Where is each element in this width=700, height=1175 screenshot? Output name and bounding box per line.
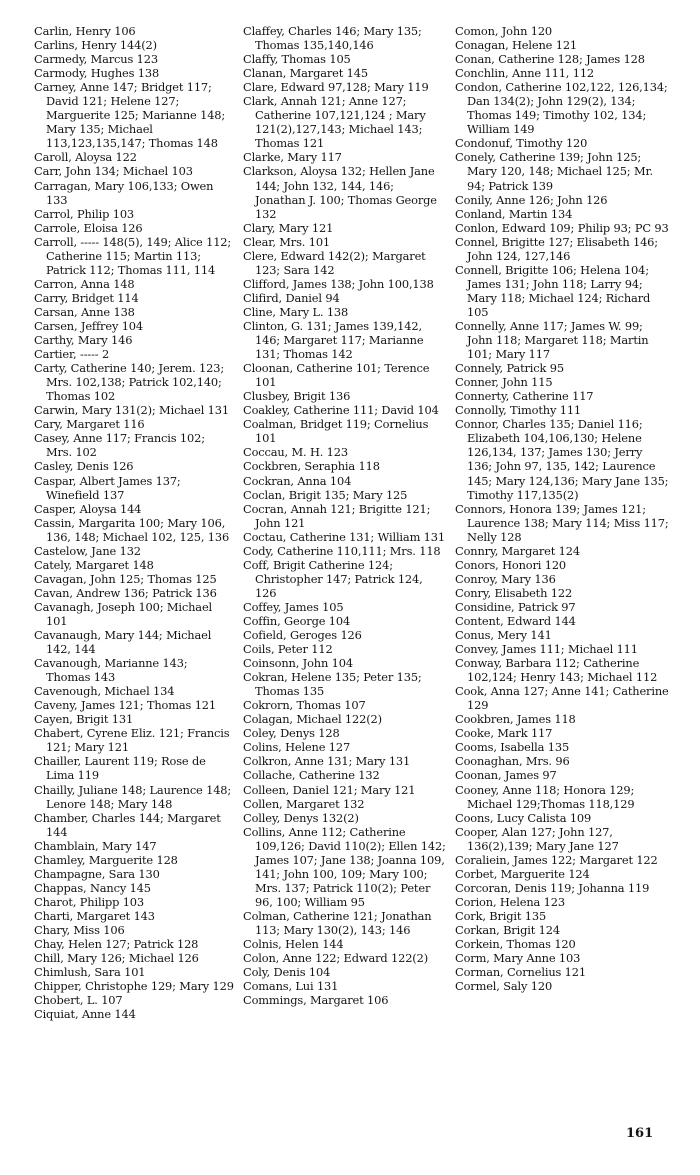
- index-entry: Carry, Bridget 114: [34, 290, 139, 305]
- index-entry: Coils, Peter 112: [243, 642, 333, 657]
- index-entry: Cloonan, Catherine 101; Terence 101: [243, 361, 430, 390]
- index-entry: Coalman, Bridget 119; Cornelius 101: [243, 417, 429, 446]
- index-entry: Carrole, Eloisa 126: [34, 220, 143, 235]
- index-entry: Cormel, Saly 120: [455, 979, 553, 994]
- index-entry: Clarke, Mary 117: [243, 150, 342, 165]
- index-entry: Chobert, L. 107: [34, 993, 123, 1008]
- index-entry: Cavenough, Michael 134: [34, 684, 175, 699]
- index-entry: Carragan, Mary 106,133; Owen 133: [34, 178, 214, 207]
- index-entry: Chamblain, Mary 147: [34, 838, 157, 853]
- index-entry: Connell, Brigitte 106; Helena 104; James 131; John 118; Larry 94; Mary 118; Michael 124; Richard 105: [455, 262, 651, 319]
- index-entry: Caveny, James 121; Thomas 121: [34, 698, 216, 713]
- index-entry: Connel, Brigitte 127; Elisabeth 146; John 124, 127,146: [455, 234, 658, 263]
- index-entry: Cockbren, Seraphia 118: [243, 459, 380, 474]
- index-entry: Caspar, Albert James 137; Winefield 137: [34, 473, 181, 502]
- index-entry: Cavanaugh, Mary 144; Michael 142, 144: [34, 628, 212, 657]
- index-entry: Connerty, Catherine 117: [455, 389, 594, 404]
- index-entry: Chill, Mary 126; Michael 126: [34, 951, 199, 966]
- index-entry: Corkan, Brigit 124: [455, 923, 560, 937]
- index-entry: Cooper, Alan 127; John 127, 136(2),139; Mary Jane 127: [455, 824, 619, 853]
- index-entry: Cavanough, Marianne 143; Thomas 143: [34, 656, 188, 685]
- index-entry: Colleen, Daniel 121; Mary 121: [243, 782, 416, 797]
- index-entry: Casley, Denis 126: [34, 459, 134, 474]
- index-entry: Cockran, Anna 104: [243, 473, 352, 488]
- index-entry: Coinsonn, John 104: [243, 656, 353, 671]
- index-entry: Coffey, James 105: [243, 599, 344, 614]
- index-entry: Coley, Denys 128: [243, 726, 340, 741]
- index-entry: Colagan, Michael 122(2): [243, 712, 382, 727]
- index-entry: Chamber, Charles 144; Margaret 144: [34, 810, 221, 839]
- index-entry: Corcoran, Denis 119; Johanna 119: [455, 880, 650, 895]
- index-entry: Carmody, Hughes 138: [34, 66, 160, 81]
- index-entry: Clusbey, Brigit 136: [243, 389, 351, 404]
- index-entry: Conlon, Edward 109; Philip 93; PC 93: [455, 220, 669, 235]
- index-entry: Cooney, Anne 118; Honora 129; Michael 129;Thomas 118,129: [455, 782, 635, 811]
- index-column-1: [34, 24, 234, 1021]
- index-entry: Clarkson, Aloysa 132; Hellen Jane 144; John 132, 144, 146; Jonathan J. 100; Thomas George 132: [243, 164, 437, 221]
- index-entry: Condonuf, Timothy 120: [455, 136, 588, 151]
- index-entry: Casper, Aloysa 144: [34, 501, 142, 516]
- index-entry: Collache, Catherine 132: [243, 768, 380, 783]
- index-entry: Chabert, Cyrene Eliz. 121; Francis 121; Mary 121: [34, 726, 230, 755]
- index-entry: Coakley, Catherine 111; David 104: [243, 403, 439, 418]
- index-entry: Chary, Miss 106: [34, 923, 125, 937]
- index-entry: Coly, Denis 104: [243, 965, 331, 980]
- index-entry: Cassin, Margarita 100; Mary 106, 136, 148; Michael 102, 125, 136: [34, 515, 230, 544]
- index-entry: Conan, Catherine 128; James 128: [455, 52, 645, 67]
- index-entry: Cavanagh, Joseph 100; Michael 101: [34, 599, 213, 628]
- index-entry: Cookbren, James 118: [455, 712, 576, 727]
- index-entry: Conily, Anne 126; John 126: [455, 192, 608, 207]
- index-entry: Colon, Anne 122; Edward 122(2): [243, 951, 428, 966]
- index-entry: Clary, Mary 121: [243, 220, 334, 235]
- index-entry: Condon, Catherine 102,122, 126,134; Dan 134(2); John 129(2), 134; Thomas 149; Timothy 102, 134; William 149: [455, 80, 668, 137]
- index-entry: Coraliein, James 122; Margaret 122: [455, 852, 658, 867]
- index-entry: Champagne, Sara 130: [34, 866, 160, 881]
- index-entry: Corman, Cornelius 121: [455, 965, 586, 980]
- index-entry: Carroll, ----- 148(5), 149; Alice 112; Catherine 115; Martin 113; Patrick 112; Thomas 111, 114: [34, 234, 232, 277]
- index-entry: Caroll, Aloysa 122: [34, 150, 137, 165]
- index-entry: Clinton, G. 131; James 139,142, 146; Margaret 117; Marianne 131; Thomas 142: [243, 318, 424, 362]
- index-entry: Colnis, Helen 144: [243, 937, 344, 952]
- index-entry: Coonan, James 97: [455, 768, 557, 783]
- index-entry: Cately, Margaret 148: [34, 557, 154, 572]
- index-entry: Carron, Anna 148: [34, 276, 135, 291]
- index-entry: Carney, Anne 147; Bridget 117; David 121; Helene 127; Marguerite 125; Marianne 148; Mary 135; Michael 113,123,135,147; Thomas 148: [34, 80, 226, 151]
- index-entry: Commings, Margaret 106: [243, 993, 389, 1008]
- index-entry: Clere, Edward 142(2); Margaret 123; Sara 142: [243, 248, 426, 277]
- index-entry: Corion, Helena 123: [455, 894, 565, 909]
- index-entry: Cavagan, John 125; Thomas 125: [34, 571, 217, 586]
- index-entry: Carsen, Jeffrey 104: [34, 318, 143, 333]
- index-entry: Ciquiat, Anne 144: [34, 1007, 136, 1022]
- index-entry: Convey, James 111; Michael 111: [455, 642, 638, 657]
- index-entry: Coffin, George 104: [243, 613, 351, 628]
- index-entry: Conely, Catherine 139; John 125; Mary 120, 148; Michael 125; Mr. 94; Patrick 139: [455, 150, 653, 193]
- index-entry: Collen, Margaret 132: [243, 796, 365, 811]
- index-entry: Cokrorn, Thomas 107: [243, 698, 366, 713]
- index-entry: Conway, Barbara 112; Catherine 102,124; Henry 143; Michael 112: [455, 656, 658, 685]
- index-entry: Connry, Margaret 124: [455, 543, 580, 558]
- index-entry: Carthy, Mary 146: [34, 333, 133, 348]
- index-entry: Content, Edward 144: [455, 613, 576, 628]
- index-entry: Chipper, Christophe 129; Mary 129: [34, 979, 234, 994]
- index-entry: Clifford, James 138; John 100,138: [243, 276, 434, 291]
- index-entry: Chappas, Nancy 145: [34, 880, 151, 895]
- index-entry: Conland, Martin 134: [455, 206, 573, 221]
- index-entry: Conors, Honori 120: [455, 557, 567, 572]
- index-entry: Carsan, Anne 138: [34, 304, 135, 319]
- index-entry: Cary, Margaret 116: [34, 417, 145, 432]
- index-entry: Chimlush, Sara 101: [34, 965, 146, 980]
- index-entry: Clifird, Daniel 94: [243, 290, 340, 305]
- index-entry: Conry, Elisabeth 122: [455, 585, 573, 600]
- index-entry: Comans, Lui 131: [243, 979, 339, 994]
- index-entry: Coonaghan, Mrs. 96: [455, 754, 570, 769]
- index-entry: Castelow, Jane 132: [34, 543, 141, 558]
- index-entry: Casey, Anne 117; Francis 102; Mrs. 102: [34, 431, 205, 460]
- index-entry: Coctau, Catherine 131; William 131: [243, 529, 445, 544]
- index-entry: Comon, John 120: [455, 24, 553, 38]
- index-entry: Connolly, Timothy 111: [455, 403, 582, 418]
- index-entry: Connors, Honora 139; James 121; Laurence 138; Mary 114; Miss 117; Nelly 128: [455, 501, 669, 544]
- index-entry: Collins, Anne 112; Catherine 109,126; David 110(2); Ellen 142; James 107; Jane 138; Joanna 109, 141; John 100, 109; Mary 100; Mrs. 137; Patrick 110(2); Peter 96, 100; William 95: [243, 824, 446, 909]
- index-entry: Conroy, Mary 136: [455, 571, 556, 586]
- index-entry: Carlin, Henry 106: [34, 24, 136, 38]
- index-entry: Colley, Denys 132(2): [243, 810, 359, 825]
- index-entry: Corbet, Marguerite 124: [455, 866, 590, 881]
- index-entry: Carr, John 134; Michael 103: [34, 164, 193, 179]
- index-entry: Carlins, Henry 144(2): [34, 38, 157, 53]
- index-entry: Cocran, Annah 121; Brigitte 121; John 121: [243, 501, 431, 530]
- index-entry: Conchlin, Anne 111, 112: [455, 66, 595, 81]
- index-entry: Cline, Mary L. 138: [243, 304, 349, 319]
- index-entry: Coccau, M. H. 123: [243, 445, 348, 460]
- index-entry: Claffey, Charles 146; Mary 135; Thomas 135,140,146: [243, 24, 422, 53]
- index-entry: Cayen, Brigit 131: [34, 712, 134, 727]
- index-entry: Claffy, Thomas 105: [243, 52, 351, 67]
- index-entry: Colkron, Anne 131; Mary 131: [243, 754, 411, 769]
- index-entry: Connely, Patrick 95: [455, 361, 564, 376]
- index-entry: Carrol, Philip 103: [34, 206, 135, 221]
- index-entry: Corm, Mary Anne 103: [455, 951, 581, 966]
- index-entry: Cartier, ----- 2: [34, 347, 110, 362]
- index-entry: Considine, Patrick 97: [455, 599, 576, 614]
- index-column-2: [243, 24, 446, 1007]
- index-entry: Cody, Catherine 110,111; Mrs. 118: [243, 543, 441, 558]
- index-entry: Conner, John 115: [455, 375, 553, 390]
- index-entry: Coff, Brigit Catherine 124; Christopher 147; Patrick 124, 126: [243, 557, 423, 600]
- index-entry: Clare, Edward 97,128; Mary 119: [243, 80, 429, 95]
- index-entry: Cofield, Geroges 126: [243, 628, 362, 643]
- index-entry: Clear, Mrs. 101: [243, 234, 331, 249]
- index-entry: Coclan, Brigit 135; Mary 125: [243, 487, 408, 502]
- index-entry: Chay, Helen 127; Patrick 128: [34, 937, 199, 952]
- index-entry: Chailly, Juliane 148; Laurence 148; Lenore 148; Mary 148: [34, 782, 232, 811]
- index-entry: Cooms, Isabella 135: [455, 740, 570, 755]
- index-entry: Connelly, Anne 117; James W. 99; John 118; Margaret 118; Martin 101; Mary 117: [455, 318, 649, 362]
- index-entry: Cork, Brigit 135: [455, 908, 547, 923]
- page-number: 161: [626, 1126, 654, 1141]
- index-entry: Corkein, Thomas 120: [455, 937, 576, 952]
- index-entry: Conagan, Helene 121: [455, 38, 578, 53]
- index-entry: Colman, Catherine 121; Jonathan 113; Mary 130(2), 143; 146: [243, 908, 432, 937]
- index-entry: Coons, Lucy Calista 109: [455, 810, 592, 825]
- index-entry: Cokran, Helene 135; Peter 135; Thomas 135: [243, 670, 422, 699]
- index-entry: Carwin, Mary 131(2); Michael 131: [34, 403, 229, 418]
- index-entry: Chailler, Laurent 119; Rose de Lima 119: [34, 754, 206, 783]
- index-entry: Cook, Anna 127; Anne 141; Catherine 129: [455, 684, 669, 713]
- index-entry: Chamley, Marguerite 128: [34, 852, 178, 867]
- index-entry: Charti, Margaret 143: [34, 908, 155, 923]
- index-entry: Carty, Catherine 140; Jerem. 123; Mrs. 102,138; Patrick 102,140; Thomas 102: [34, 361, 225, 404]
- index-entry: Clark, Annah 121; Anne 127; Catherine 107,121,124 ; Mary 121(2),127,143; Michael 143; Thomas 121: [243, 94, 426, 151]
- index-entry: Cavan, Andrew 136; Patrick 136: [34, 585, 217, 600]
- index-entry: Clanan, Margaret 145: [243, 66, 368, 81]
- index-entry: Conus, Mery 141: [455, 628, 552, 643]
- index-entry: Cooke, Mark 117: [455, 726, 553, 741]
- index-entry: Colins, Helene 127: [243, 740, 351, 755]
- index-entry: Connor, Charles 135; Daniel 116; Elizabeth 104,106,130; Helene 126,134, 137; James 130; Jerry 136; John 97, 135, 142; Laurence 145; Mary 124,136; Mary Jane 135; Timothy 117,135(2): [455, 417, 669, 502]
- index-entry: Carmedy, Marcus 123: [34, 52, 158, 67]
- index-entry: Charot, Philipp 103: [34, 894, 144, 909]
- index-column-3: [455, 24, 669, 993]
